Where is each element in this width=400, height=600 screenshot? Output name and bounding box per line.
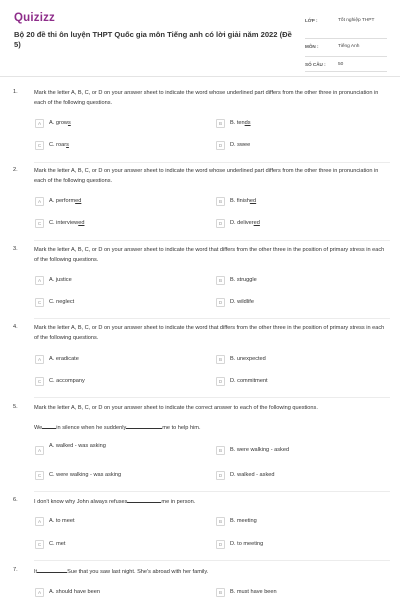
document-title: Bộ 20 đề thi ôn luyện THPT Quốc gia môn Tiếng anh có lời giải năm 2022 (Đề 5): [14, 30, 292, 49]
question-text: Mark the letter A, B, C, or D on your answer sheet to indicate the correct answer to each of the following questions.: [34, 405, 318, 411]
question-number: 3.: [13, 246, 18, 252]
option-letter-box: A: [35, 276, 44, 285]
option-text: B. tends: [230, 120, 251, 126]
meta-row-subject: [305, 39, 387, 57]
question-divider: [34, 162, 390, 163]
option-letter-box: B: [216, 119, 225, 128]
option-d[interactable]: [216, 219, 260, 228]
option-text: D. walked - asked: [230, 472, 275, 478]
header-divider: [0, 76, 400, 77]
option-d[interactable]: [216, 471, 274, 480]
option-letter-box: C: [35, 219, 44, 228]
option-text: C. neglect: [49, 299, 75, 305]
answer-blank: [42, 423, 56, 429]
option-letter-box: D: [216, 141, 225, 150]
option-b[interactable]: [216, 588, 277, 597]
option-letter-box: A: [35, 517, 44, 526]
option-letter-box: C: [35, 540, 44, 549]
option-a[interactable]: [35, 276, 72, 285]
option-text: C. interviewed: [49, 220, 85, 226]
question-text: Mark the letter A, B, C, or D on your answer sheet to indicate the word that differs from the other three in the position of primary stress in each of the following questions.: [34, 325, 385, 341]
option-a[interactable]: [35, 119, 71, 128]
option-letter-box: D: [216, 471, 225, 480]
option-text: A. eradicate: [49, 356, 79, 362]
option-b[interactable]: [216, 276, 257, 285]
question-divider: [34, 491, 390, 492]
meta-row-class: [305, 13, 387, 39]
option-b[interactable]: [216, 355, 266, 364]
option-c[interactable]: [35, 298, 74, 307]
question-sentence: I don't know why John always refuses me in person.: [34, 499, 196, 505]
option-a[interactable]: [35, 197, 81, 206]
option-text: A. walked - was asking: [49, 443, 106, 449]
option-letter-box: A: [35, 197, 44, 206]
question-number: 5.: [13, 404, 18, 410]
answer-blank: [126, 423, 162, 429]
option-text: D. commitment: [230, 378, 268, 384]
option-c[interactable]: [35, 219, 84, 228]
option-letter-box: A: [35, 446, 44, 455]
option-text: D. wildlife: [230, 299, 254, 305]
option-letter-box: D: [216, 219, 225, 228]
option-text: A. justice: [49, 277, 72, 283]
answer-blank: [37, 567, 67, 573]
meta-key: MÔN :: [305, 44, 319, 49]
option-text: C. met: [49, 541, 66, 547]
meta-value: Tốt nghiệp THPT: [338, 18, 375, 23]
question-number: 2.: [13, 167, 18, 173]
option-letter-box: C: [35, 471, 44, 480]
option-c[interactable]: [35, 471, 121, 480]
option-text: B. were walking - asked: [230, 447, 290, 453]
option-letter-box: A: [35, 355, 44, 364]
option-letter-box: B: [216, 517, 225, 526]
option-text: A. to meet: [49, 518, 75, 524]
option-letter-box: C: [35, 141, 44, 150]
meta-value: Tiếng Anh: [338, 44, 360, 49]
quizizz-logo[interactable]: Quizizz: [14, 12, 56, 24]
question-number: 6.: [13, 497, 18, 503]
question-divider: [34, 560, 390, 561]
option-letter-box: C: [35, 298, 44, 307]
option-text: B. finished: [230, 198, 257, 204]
option-text: B. must have been: [230, 589, 277, 595]
option-a[interactable]: [35, 355, 79, 364]
question-text: Mark the letter A, B, C, or D on your answer sheet to indicate the word whose underlined part differs from the other three in pronunciation in each of the following questions.: [34, 90, 379, 106]
option-b[interactable]: [216, 517, 257, 526]
option-text: D. to meeting: [230, 541, 264, 547]
option-text: B. unexpected: [230, 356, 266, 362]
option-text: C. roars: [49, 142, 69, 148]
meta-value: 50: [338, 62, 344, 67]
meta-row-count: [305, 57, 387, 72]
worksheet-header: [0, 0, 400, 76]
option-letter-box: B: [216, 355, 225, 364]
option-b[interactable]: [216, 197, 256, 206]
option-text: D. delivered: [230, 220, 260, 226]
option-letter-box: D: [216, 540, 225, 549]
question-text: Mark the letter A, B, C, or D on your answer sheet to indicate the word that differs from the other three in the position of primary stress in each of the following questions.: [34, 247, 385, 263]
question-divider: [34, 318, 390, 319]
option-letter-box: B: [216, 197, 225, 206]
question-sentence: It Sue that you saw last night. She's abroad with her family.: [34, 569, 209, 575]
option-a[interactable]: [35, 442, 169, 455]
option-a[interactable]: [35, 588, 100, 597]
option-text: C. accompany: [49, 378, 85, 384]
option-letter-box: A: [35, 588, 44, 597]
question-number: 4.: [13, 324, 18, 330]
option-text: B. meeting: [230, 518, 257, 524]
meta-table: [305, 13, 387, 72]
question-text: Mark the letter A, B, C, or D on your answer sheet to indicate the word whose underlined part differs from the other three in pronunciation in each of the following questions.: [34, 168, 379, 184]
question-divider: [34, 240, 390, 241]
option-b[interactable]: [216, 119, 251, 128]
option-letter-box: A: [35, 119, 44, 128]
option-text: A. should have been: [49, 589, 101, 595]
option-letter-box: D: [216, 377, 225, 386]
question-divider: [34, 397, 390, 398]
question-number: 1.: [13, 89, 18, 95]
option-d[interactable]: [216, 298, 254, 307]
option-letter-box: B: [216, 276, 225, 285]
option-c[interactable]: [35, 540, 65, 549]
meta-key: SỐ CÂU :: [305, 62, 326, 67]
option-text: A. performed: [49, 198, 82, 204]
option-letter-box: D: [216, 298, 225, 307]
option-a[interactable]: [35, 517, 75, 526]
option-d[interactable]: [216, 141, 250, 150]
option-text: D. swee: [230, 142, 251, 148]
option-letter-box: B: [216, 446, 225, 455]
option-text: A. grows: [49, 120, 71, 126]
option-text: C. were walking - was asking: [49, 472, 122, 478]
question-sentence: We in silence when he suddenly me to help him.: [34, 425, 201, 431]
option-letter-box: B: [216, 588, 225, 597]
option-d[interactable]: [216, 540, 263, 549]
answer-blank: [127, 497, 161, 503]
option-c[interactable]: [35, 377, 85, 386]
option-text: B. struggle: [230, 277, 257, 283]
option-c[interactable]: [35, 141, 69, 150]
option-b[interactable]: [216, 446, 289, 455]
option-letter-box: C: [35, 377, 44, 386]
meta-key: LỚP :: [305, 18, 318, 23]
question-number: 7.: [13, 567, 18, 573]
option-d[interactable]: [216, 377, 268, 386]
